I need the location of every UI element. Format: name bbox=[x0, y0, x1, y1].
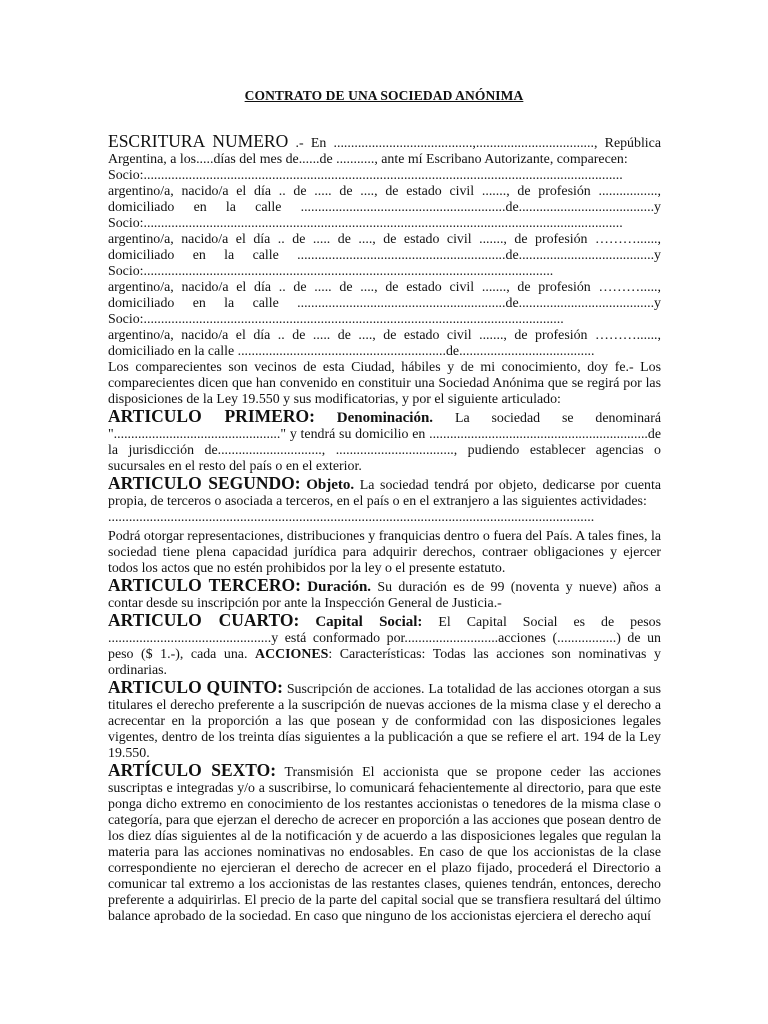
article-2-text-2: Podrá otorgar representaciones, distribuciones y franquicias dentro o fuera del País. A tales fines, la sociedad tiene plena capacidad jurídica para adquirir derechos, contraer obligaciones y ejercer todos los actos que no estén prohibidos por la ley o el presente estatuto. bbox=[108, 529, 661, 576]
article-3-text: Su duración es de 99 (noventa y nueve) años a contar desde su inscripción por ante la Inspección General de Justicia.- bbox=[108, 580, 661, 611]
socio-block-1 bbox=[108, 168, 661, 216]
article-2-subheading: Objeto. bbox=[306, 477, 355, 493]
escritura-label: ESCRITURA NUMERO bbox=[108, 131, 289, 151]
article-4 bbox=[108, 612, 661, 679]
escritura-line-2: Argentina, a los.....días del mes de......de ..........., ante mí Escribano Autorizante, comparecen: bbox=[108, 152, 628, 167]
article-1-subheading: Denominación. bbox=[336, 410, 434, 426]
socio-name-line: Socio:.......................................................................................................................................... bbox=[108, 216, 623, 231]
article-1 bbox=[108, 408, 661, 475]
article-3-heading: ARTICULO TERCERO: bbox=[108, 575, 301, 595]
article-4-acciones-label: ACCIONES bbox=[255, 647, 329, 662]
article-2-dots: ............................................................................................................................................ bbox=[108, 510, 595, 525]
article-3-subheading: Duración. bbox=[307, 579, 372, 595]
article-4-acciones-text: : Características: Todas las acciones son nominativas y ordinarias. bbox=[108, 647, 661, 678]
socio-address-line: domiciliado en la calle ............................................................de.......................................y bbox=[108, 248, 661, 263]
socio-block-2 bbox=[108, 216, 661, 264]
article-6-heading: ARTÍCULO SEXTO: bbox=[108, 760, 277, 780]
article-6-text: Transmisión El accionista que se propone ceder las acciones suscriptas e integradas y/o a suscribirse, lo comunicará fehacientemente al directorio, para que este ponga dicho extremo en conocimiento de los restantes accionistas o tenedores de la misma clase o categoría, para que ejerzan el derecho de acrecer en proporción a las acciones que posean dentro de los diez días siguientes al de la notificación y de acuerdo a las disposiciones legales que regulan la materia para las acciones nominativas no endosables. En caso de que los accionistas de la clase correspondiente no ejercieran el derecho de acrecer en el plazo fijado, procederá el Directorio a comunicar tal extremo a los accionistas de las restantes clases, quienes tendrán, entonces, derecho preferente a adquirirlas. El precio de la parte del capital social que se transfiera resultará del último balance aprobado de la sociedad. En caso que ninguno de los accionistas ejerciera el derecho aquí bbox=[108, 765, 662, 924]
socio-address-line: domiciliado en la calle ............................................................de....................................... bbox=[108, 344, 595, 359]
socio-block-3 bbox=[108, 264, 661, 312]
socio-data-line: argentino/a, nacido/a el día .. de ..... de ...., de estado civil ......., de profesión ………......, bbox=[108, 232, 661, 247]
socio-name-line: Socio:......................................................................................................................... bbox=[108, 312, 564, 327]
article-6 bbox=[108, 762, 661, 925]
socio-address-line: domiciliado en la calle ...........................................................de.......................................y bbox=[108, 200, 661, 215]
article-2-heading: ARTICULO SEGUNDO: bbox=[108, 473, 301, 493]
article-2 bbox=[108, 475, 661, 510]
escritura-line-1-rest: .- En ........................................,.................................., República bbox=[295, 136, 661, 151]
article-5 bbox=[108, 679, 661, 762]
socio-address-line: domiciliado en la calle ............................................................de.......................................y bbox=[108, 296, 661, 311]
article-5-text: Suscripción de acciones. La totalidad de las acciones otorgan a sus titulares el derecho preferente a la suscripción de nuevas acciones de la misma clase y el derecho a acrecentar en la proporción a las que posean y de conformidad con las disposiciones legales vigentes, dentro de los treinta días siguientes a la publicación a que se refiere el art. 194 de la Ley 19.550. bbox=[108, 682, 661, 761]
article-3 bbox=[108, 577, 661, 612]
document-title: CONTRATO DE UNA SOCIEDAD ANÓNIMA bbox=[244, 88, 524, 103]
article-4-text: El Capital Social es de pesos ...............................................y está conformado por...........................acciones (.................) de un peso ($ 1.-), cada una. bbox=[108, 615, 661, 662]
article-4-heading: ARTICULO CUARTO: bbox=[108, 610, 300, 630]
escritura-line-1 bbox=[108, 133, 661, 152]
article-2-text: La sociedad tendrá por objeto, dedicarse por cuenta propia, de terceros o asociada a terceros, en el país o en el extranjero a las siguientes actividades: bbox=[108, 478, 661, 509]
socio-name-line: Socio:...................................................................................................................... bbox=[108, 264, 554, 279]
article-1-heading: ARTICULO PRIMERO: bbox=[108, 406, 315, 426]
socio-data-line: argentino/a, nacido/a el día .. de ..... de ...., de estado civil ......., de profesión ………......, bbox=[108, 328, 661, 343]
socio-data-line: argentino/a, nacido/a el día .. de ..... de ...., de estado civil ......., de profesión ………....., bbox=[108, 280, 661, 295]
socio-block-4 bbox=[108, 312, 661, 360]
socio-name-line: Socio:.......................................................................................................................................... bbox=[108, 168, 623, 183]
document-body bbox=[108, 133, 661, 925]
article-4-subheading: Capital Social: bbox=[315, 614, 423, 630]
comparecientes-paragraph: Los comparecientes son vecinos de esta Ciudad, hábiles y de mi conocimiento, doy fe.- Los comparecientes dicen que han convenido en constituir una Sociedad Anónima que se regirá por las disposiciones de la Ley 19.550 y sus modificatorias, y por el siguiente articulado: bbox=[108, 360, 661, 407]
article-5-heading: ARTICULO QUINTO: bbox=[108, 677, 283, 697]
socio-data-line: argentino/a, nacido/a el día .. de ..... de ...., de estado civil ......., de profesión ................., bbox=[108, 184, 661, 199]
article-1-text: La sociedad se denominará "................................................" y tendrá su domicilio en ...............................................................de la jurisdicción de.............................., .................................., pudiendo establecer agencias o sucursales en el resto del país o en el exterior. bbox=[108, 411, 661, 474]
